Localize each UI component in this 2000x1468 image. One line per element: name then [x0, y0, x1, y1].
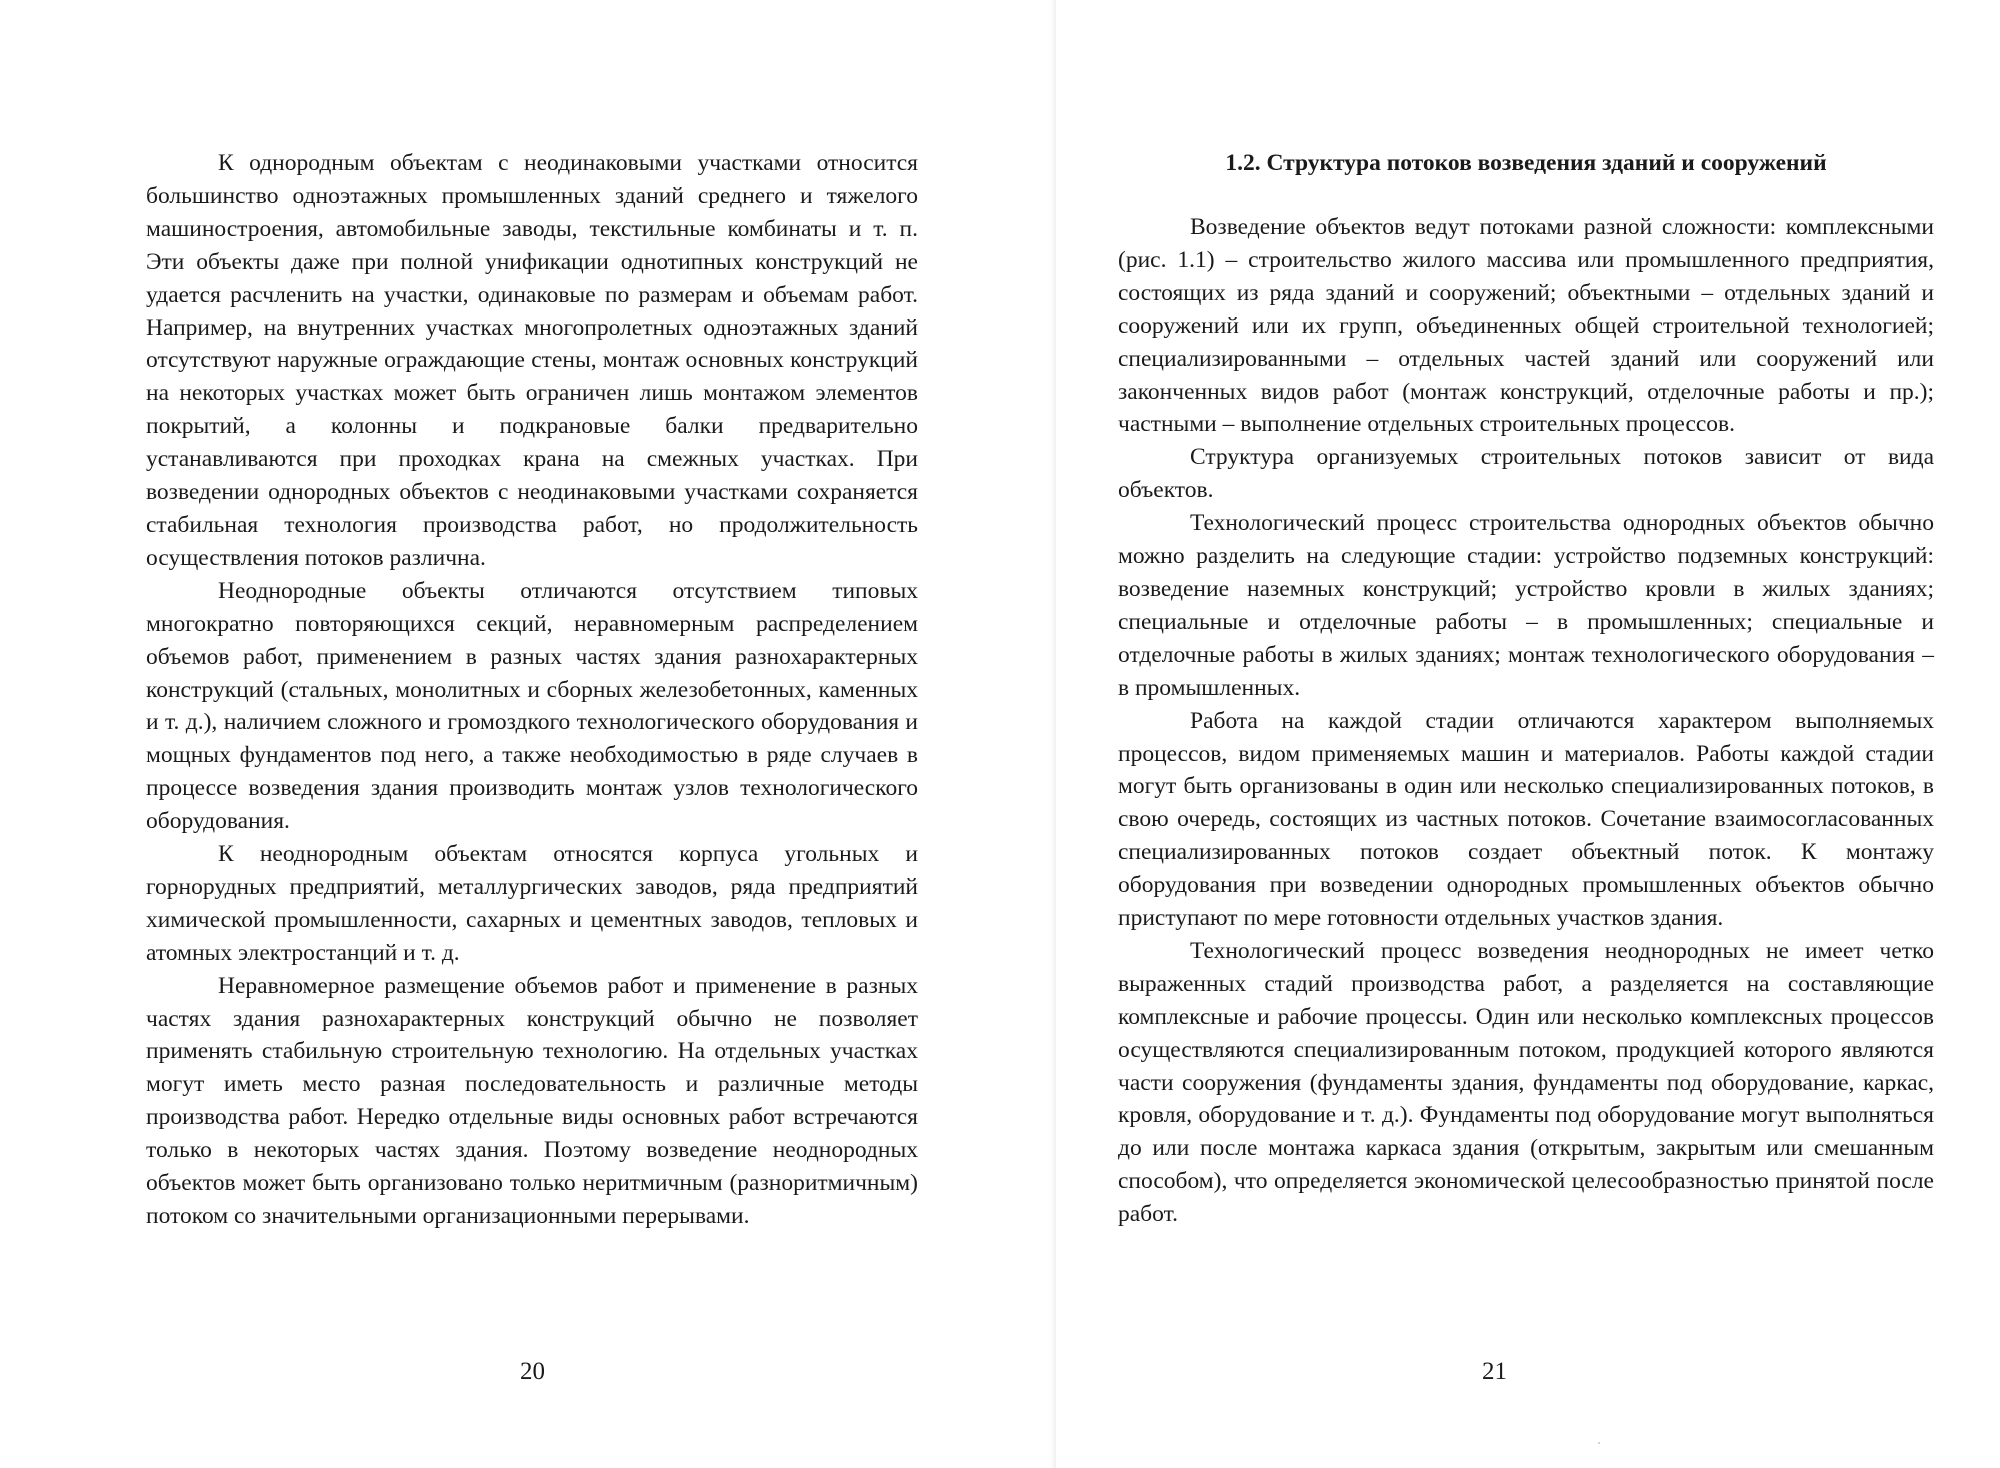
paragraph: Структура организуемых строительных потоков зависит от вида объектов. — [1118, 444, 1934, 504]
left-page-body — [146, 147, 918, 1233]
page-number: 21 — [1482, 1358, 1507, 1385]
scan-speck — [1598, 1442, 1600, 1444]
paragraph: Работа на каждой стадии отличаются характером выполняемых процессов, видом применяемых машин и материалов. Работы каждой стадии могут быть организованы в один или несколько специализированных потоков, в свою очередь, состоящих из частных потоков. Сочетание взаимосогласованных специализированных потоков создает объектный поток. К монтажу оборудования при возведении однородных промышленных объектов обычно приступают по мере готовности отдельных участков здания. — [1118, 707, 1934, 932]
paragraph: Неоднородные объекты отличаются отсутствием типовых многократно повторяющихся секций, неравномерным распределением объемов работ, применением в разных частях здания разнохарактерных конструкций (стальных, монолитных и сборных железобетонных, каменных и т. д.), наличием сложного и громоздкого технологического оборудования и мощных фундаментов под него, а также необходимостью в ряде случаев в процессе возведения здания производить монтаж узлов технологического оборудования. — [146, 577, 918, 835]
right-page — [1056, 0, 2000, 1468]
paragraph: Неравномерное размещение объемов работ и применение в разных частях здания разнохарактерных конструкций обычно не позволяет применять стабильную строительную технологию. На отдельных участках могут иметь место разная последовательность и различные методы производства работ. Нередко отдельные виды основных работ встречаются только в некоторых частях здания. Поэтому возведение неоднородных объектов может быть организовано только неритмичным (разноритмичным) потоком со значительными организационными перерывами. — [146, 972, 918, 1229]
paragraph: К неоднородным объектам относятся корпуса угольных и горнорудных предприятий, металлургических заводов, ряда предприятий химической промышленности, сахарных и цементных заводов, тепловых и атомных электростанций и т. д. — [146, 841, 918, 966]
paragraph: Технологический процесс возведения неоднородных не имеет четко выраженных стадий производства работ, а разделяется на составляющие комплексные и рабочие процессы. Один или несколько комплексных процессов осуществляются специализированным потоком, продукцией которого являются части сооружения (фундаменты здания, фундаменты под оборудование, каркас, кровля, оборудование и т. д.). Фундаменты под оборудование могут выполняться до или после монтажа каркаса здания (открытым, закрытым или смешанным способом), что определяется экономической целесообразностью принятой после работ. — [1118, 937, 1934, 1228]
right-page-body — [1118, 147, 1934, 1231]
paragraph: Технологический процесс строительства однородных объектов обычно можно разделить на следующие стадии: устройство подземных конструкций: возведение наземных конструкций; устройство кровли в жилых зданиях; специальные и отделочные работы – в промышленных; специальные и отделочные работы в жилых зданиях; монтаж технологического оборудования – в промышленных. — [1118, 510, 1934, 701]
paragraph: Возведение объектов ведут потоками разной сложности: комплексными (рис. 1.1) – строительство жилого массива или промышленного предприятия, состоящих из ряда зданий и сооружений; объектными – отдельных зданий и сооружений или их групп, объединенных общей строительной технологией; специализированными – отдельных частей зданий или сооружений или законченных видов работ (монтаж конструкций, отделочные работы и пр.); частными – выполнение отдельных строительных процессов. — [1118, 214, 1934, 438]
paragraph: К однородным объектам с неодинаковыми участками относится большинство одноэтажных промышленных зданий среднего и тяжелого машиностроения, автомобильные заводы, текстильные комбинаты и т. п. Эти объекты даже при полной унификации однотипных конструкций не удается расчленить на участки, одинаковые по размерам и объемам работ. Например, на внутренних участках многопролетных одноэтажных зданий отсутствуют наружные ограждающие стены, монтаж основных конструкций на некоторых участках может быть ограничен лишь монтажом элементов покрытий, а колонны и подкрановые балки предварительно устанавливаются при проходках крана на смежных участках. При возведении однородных объектов с неодинаковыми участками сохраняется стабильная технология производства работ, но продолжительность осуществления потоков различна. — [146, 150, 918, 571]
section-heading: 1.2. Структура потоков возведения зданий и сооружений — [1225, 150, 1827, 176]
page-number: 20 — [520, 1358, 545, 1385]
